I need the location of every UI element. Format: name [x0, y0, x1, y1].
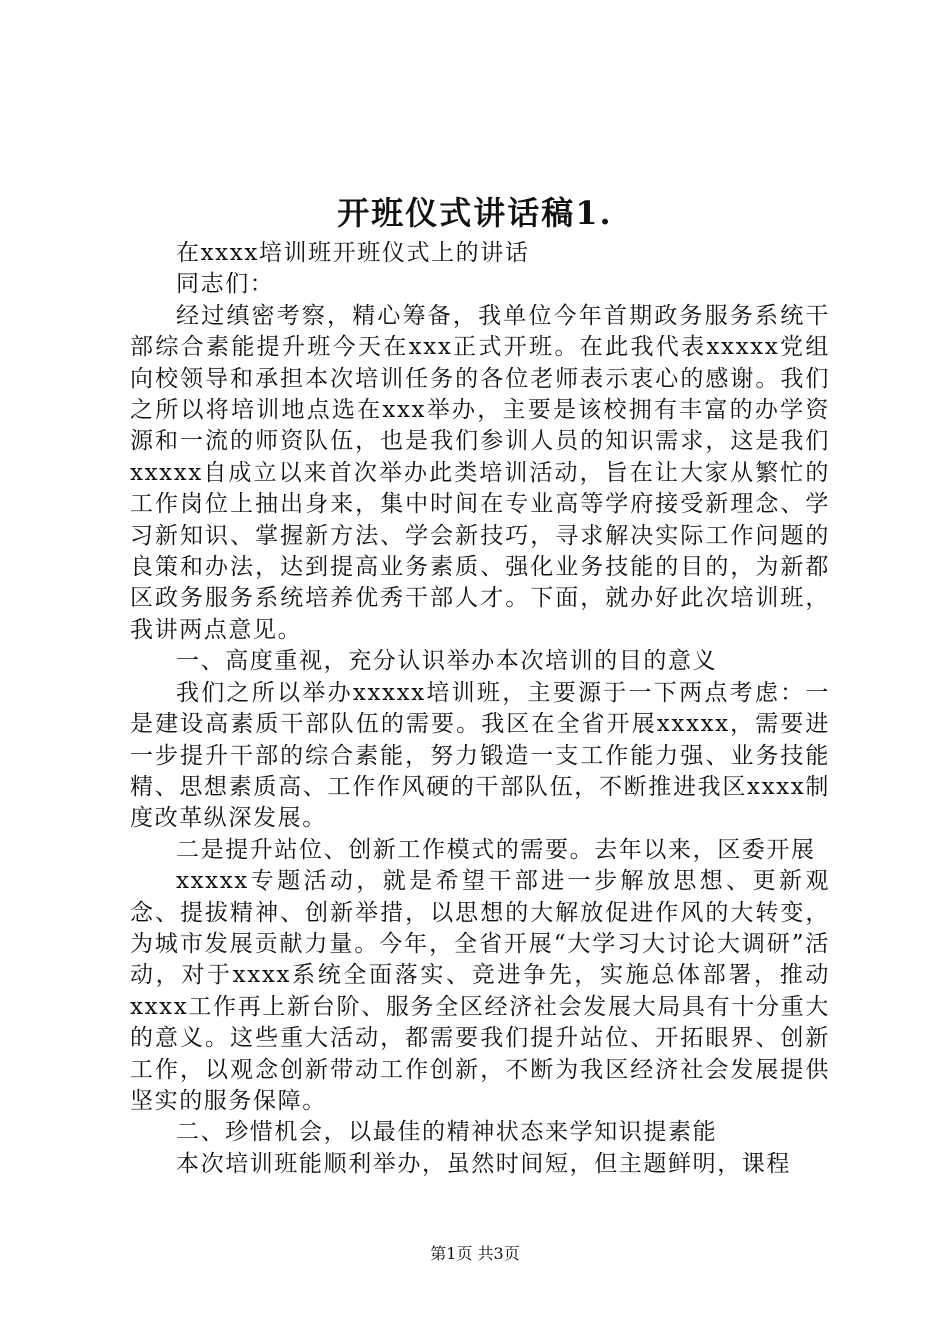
paragraph-reason-1: 我们之所以举办xxxxx培训班，主要源于一下两点考虑：一是建设高素质干部队伍的需要。我区在全省开展xxxxx，需要进一步提升干部的综合素能，努力锻造一支工作能力强、业务技能精、思想素质高、工作作风硬的干部队伍，不断推进我区xxxx制度改革纵深发展。 — [130, 679, 830, 832]
paragraph-activities: xxxxx专题活动，就是希望干部进一步解放思想、更新观念、提拔精神、创新举措，以思想的大解放促进作风的大转变，为城市发展贡献力量。今年，全省开展“大学习大讨论大调研”活动，对于xxxx系统全面落实、竞进争先，实施总体部署，推动xxxx工作再上新台阶、服务全区经济社会发展大局具有十分重大的意义。这些重大活动，都需要我们提升站位、开拓眼界、创新工作，以观念创新带动工作创新，不断为我区经济社会发展提供坚实的服务保障。 — [130, 868, 830, 1114]
document-body — [130, 238, 830, 1180]
paragraph-intro: 经过缜密考察，精心筹备，我单位今年首期政务服务系统干部综合素能提升班今天在xxx正式开班。在此我代表xxxxx党组向校领导和承担本次培训任务的各位老师表示衷心的感谢。我们之所以将培训地点选在xxx举办，主要是该校拥有丰富的办学资源和一流的师资队伍，也是我们参训人员的知识需求，这是我们xxxxx自成立以来首次举办此类培训活动，旨在让大家从繁忙的工作岗位上抽出身来，集中时间在专业高等学府接受新理念、学习新知识、掌握新方法、学会新技巧，寻求解决实际工作问题的良策和办法，达到提高业务素质、强化业务技能的目的，为新都区政务服务系统培养优秀干部人才。下面，就办好此次培训班，我讲两点意见。 — [130, 302, 830, 643]
paragraph-reason-2: 二是提升站位、创新工作模式的需要。去年以来，区委开展 — [176, 836, 816, 863]
document-title: 开班仪式讲话稿1. — [337, 194, 613, 232]
page-number: 第1页 共3页 — [430, 1244, 520, 1263]
section-heading-1: 一、高度重视，充分认识举办本次培训的目的意义 — [176, 648, 718, 675]
speech-heading: 在xxxx培训班开班仪式上的讲话 — [176, 240, 530, 266]
paragraph-training: 本次培训班能顺利举办，虽然时间短，但主题鲜明，课程 — [176, 1150, 791, 1177]
section-heading-2: 二、珍惜机会，以最佳的精神状态来学知识提素能 — [176, 1119, 718, 1146]
salutation: 同志们： — [176, 271, 275, 298]
